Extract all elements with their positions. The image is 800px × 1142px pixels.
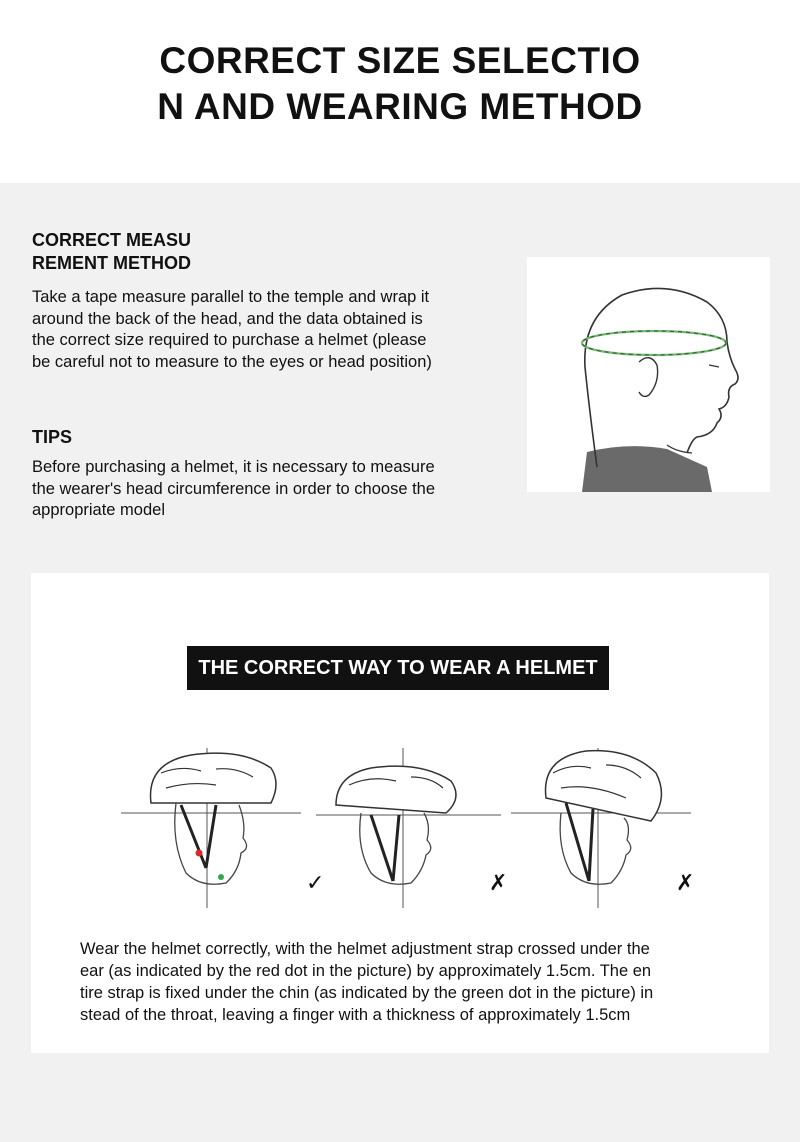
tips-heading-text: TIPS (32, 427, 73, 447)
wearing-method-card (31, 573, 769, 1053)
wearing-description (80, 938, 740, 1026)
chin-dot-green (218, 874, 224, 880)
eye-line (709, 365, 719, 367)
figure-correct (121, 748, 301, 908)
measurement-text-line: around the back of the head, and the data obtained is (32, 309, 423, 328)
mark-correct: ✓ (306, 871, 325, 896)
measurement-text (32, 287, 502, 373)
head-profile-image (527, 257, 770, 492)
shoulder-shape (582, 446, 712, 492)
tips-text-line: appropriate model (32, 501, 165, 519)
mark-wrong-2: ✗ (676, 871, 695, 896)
ear-outline (639, 358, 658, 397)
page-title-line-1: CORRECT SIZE SELECTIO (159, 40, 641, 81)
figure-wrong-2 (511, 748, 691, 908)
measurement-heading (32, 229, 191, 275)
wearing-description-line: stead of the throat, leaving a finger with a thickness of approximately 1.5cm (80, 1006, 631, 1024)
tips-text (32, 457, 502, 522)
ear-dot-red (196, 850, 203, 857)
measurement-heading-line-2: REMENT METHOD (32, 253, 191, 273)
measurement-heading-line-1: CORRECT MEASU (32, 230, 192, 250)
wearing-description-line: Wear the helmet correctly, with the helmet adjustment strap crossed under the (80, 940, 650, 958)
mark-wrong-1: ✗ (489, 871, 508, 896)
wearing-description-line: tire strap is fixed under the chin (as indicated by the green dot in the picture) in (80, 984, 654, 1002)
tips-heading (32, 426, 72, 449)
tips-text-line: Before purchasing a helmet, it is necessary to measure (32, 458, 435, 476)
head-outline (585, 288, 738, 467)
tips-text-line: the wearer's head circumference in order to choose the (32, 479, 436, 498)
page-title (0, 38, 800, 130)
wearing-banner: THE CORRECT WAY TO WEAR A HELMET (187, 646, 609, 690)
page-title-line-2: N AND WEARING METHOD (157, 86, 643, 127)
measurement-text-line: be careful not to measure to the eyes or head position) (32, 352, 432, 371)
head-measurement-illustration (527, 257, 770, 492)
helmet-figures (121, 743, 695, 913)
measurement-text-line: the correct size required to purchase a helmet (please (32, 331, 427, 349)
measurement-text-line: Take a tape measure parallel to the temple and wrap it (32, 288, 430, 306)
wearing-description-line: ear (as indicated by the red dot in the picture) by approximately 1.5cm. The en (80, 962, 652, 980)
figure-wrong-1 (316, 748, 501, 908)
